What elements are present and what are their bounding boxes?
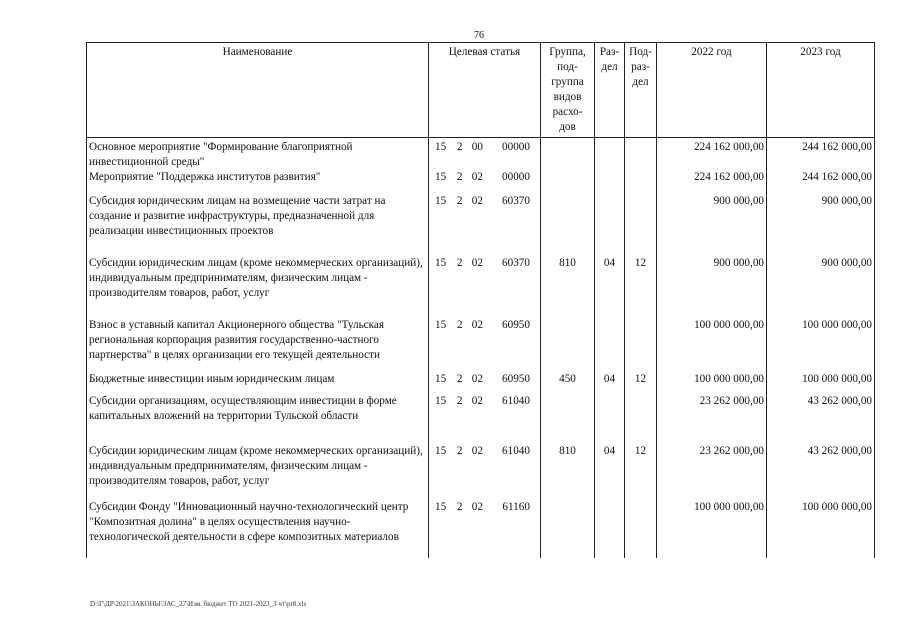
row-section [595,498,625,558]
row-amount-2022: 224 162 000,00 [657,138,767,171]
row-target-code [429,170,541,192]
target-code-part: 02 [471,501,483,513]
target-code-part: 61160 [502,501,530,513]
row-amount-2022: 100 000 000,00 [657,372,767,392]
row-section: 04 [595,254,625,316]
header-section-line: Раз- [599,46,620,58]
table-row [87,192,875,254]
row-subsection [625,138,657,171]
target-code-part: 15 [435,373,447,385]
row-group: 450 [541,372,595,392]
row-target-code [429,442,541,498]
row-amount-2023: 244 162 000,00 [767,138,875,171]
row-name: Взнос в уставный капитал Акционерного общества "Тульская региональная корпорация развития государственно-частного партнерства" в целях организации его текущей деятельности [87,316,429,372]
table-row [87,170,875,192]
header-row [87,43,875,138]
header-subsection-line: дел [632,76,649,88]
target-code-part: 2 [456,195,463,207]
table-row [87,442,875,498]
target-code-part: 61040 [502,395,530,407]
header-2023: 2023 год [767,43,875,138]
row-target-code [429,392,541,442]
row-amount-2022: 900 000,00 [657,254,767,316]
target-code-part: 02 [471,319,483,331]
row-subsection [625,192,657,254]
row-amount-2023: 100 000 000,00 [767,316,875,372]
target-code-part: 02 [471,445,483,457]
page-number: 76 [474,30,484,41]
row-amount-2023: 900 000,00 [767,254,875,316]
header-name: Наименование [87,43,429,138]
row-target-code [429,372,541,392]
row-name: Основное мероприятие "Формирование благоприятной инвестиционной среды" [87,138,429,171]
row-name: Субсидии организациям, осуществляющим инвестиции в форме капитальных вложений на территории Тульской области [87,392,429,442]
target-code-part: 02 [471,373,483,385]
target-code-part: 15 [435,257,447,269]
row-group [541,316,595,372]
row-name: Субсидии Фонду "Инновационный научно-технологический центр "Композитная долина" в целях осуществления научно-технологической деятельности в сфере композитных материалов [87,498,429,558]
row-name: Субсидия юридическим лицам на возмещение части затрат на создание и развитие инфраструктуры, предназначенной для реализации инвестиционных проектов [87,192,429,254]
target-code-part: 60950 [502,373,530,385]
header-subsection-line: Под- [629,46,652,58]
target-code-part: 15 [435,501,447,513]
row-section: 04 [595,442,625,498]
row-section [595,316,625,372]
row-section [595,138,625,171]
row-group [541,392,595,442]
row-group [541,192,595,254]
row-section [595,170,625,192]
header-group-line: группа [551,76,584,88]
row-amount-2023: 900 000,00 [767,192,875,254]
target-code-part: 02 [471,171,483,183]
row-section [595,392,625,442]
target-code-part: 2 [456,319,463,331]
target-code-part: 2 [456,395,463,407]
target-code-part: 60370 [502,195,530,207]
row-group: 810 [541,254,595,316]
header-2022: 2022 год [657,43,767,138]
row-amount-2022: 900 000,00 [657,192,767,254]
header-target: Целевая статья [429,43,541,138]
target-code-part: 15 [435,195,447,207]
table-row [87,138,875,171]
header-group-line: Группа, [549,46,586,58]
row-name: Бюджетные инвестиции иным юридическим лицам [87,372,429,392]
row-subsection [625,316,657,372]
row-target-code [429,192,541,254]
header-subsection [625,43,657,138]
target-code-part: 15 [435,141,447,153]
row-amount-2022: 23 262 000,00 [657,392,767,442]
row-amount-2023: 43 262 000,00 [767,442,875,498]
row-amount-2023: 100 000 000,00 [767,498,875,558]
header-group-line: расхо- [552,106,583,118]
row-subsection: 12 [625,254,657,316]
row-subsection [625,498,657,558]
table-row [87,372,875,392]
row-name: Мероприятие "Поддержка институтов развития" [87,170,429,192]
target-code-part: 15 [435,445,447,457]
target-code-part: 2 [456,373,463,385]
header-group [541,43,595,138]
row-group: 810 [541,442,595,498]
header-group-line: видов [553,91,582,103]
row-subsection: 12 [625,372,657,392]
row-group [541,498,595,558]
row-target-code [429,316,541,372]
target-code-part: 60370 [502,257,530,269]
row-amount-2022: 23 262 000,00 [657,442,767,498]
table-row [87,498,875,558]
target-code-part: 02 [471,395,483,407]
row-amount-2022: 100 000 000,00 [657,498,767,558]
row-group [541,170,595,192]
target-code-part: 61040 [502,445,530,457]
target-code-part: 02 [471,257,483,269]
row-section: 04 [595,372,625,392]
target-code-part: 2 [456,445,463,457]
row-section [595,192,625,254]
budget-table [86,42,875,558]
table-row [87,392,875,442]
target-code-part: 2 [456,257,463,269]
row-subsection [625,392,657,442]
header-section-line: дел [601,61,618,73]
target-code-part: 2 [456,501,463,513]
target-code-part: 15 [435,395,447,407]
target-code-part: 00000 [502,141,530,153]
target-code-part: 00000 [502,171,530,183]
row-amount-2022: 100 000 000,00 [657,316,767,372]
row-target-code [429,254,541,316]
row-name: Субсидии юридическим лицам (кроме некоммерческих организаций), индивидуальным предпринимателям, физическим лицам - производителям товаров, работ, услуг [87,442,429,498]
row-amount-2022: 224 162 000,00 [657,170,767,192]
header-group-line: под- [557,61,578,73]
table-row [87,254,875,316]
target-code-part: 2 [456,171,463,183]
row-amount-2023: 43 262 000,00 [767,392,875,442]
target-code-part: 15 [435,171,447,183]
target-code-part: 60950 [502,319,530,331]
target-code-part: 02 [471,195,483,207]
row-amount-2023: 244 162 000,00 [767,170,875,192]
header-section [595,43,625,138]
row-target-code [429,498,541,558]
target-code-part: 2 [456,141,463,153]
row-group [541,138,595,171]
row-subsection [625,170,657,192]
row-name: Субсидии юридическим лицам (кроме некоммерческих организаций), индивидуальным предпринимателям, физическим лицам - производителям товаров, работ, услуг [87,254,429,316]
row-target-code [429,138,541,171]
row-subsection: 12 [625,442,657,498]
file-path-footer: D:\Г\ДР\2021\ЗАКОНЫ\ЗАС_27\Изм. бюджет ТО 2021-2023_3 чт\pr8.xls [90,600,307,608]
header-subsection-line: раз- [631,61,650,73]
table-row [87,316,875,372]
row-amount-2023: 100 000 000,00 [767,372,875,392]
target-code-part: 00 [471,141,483,153]
target-code-part: 15 [435,319,447,331]
header-group-line: дов [559,121,576,133]
